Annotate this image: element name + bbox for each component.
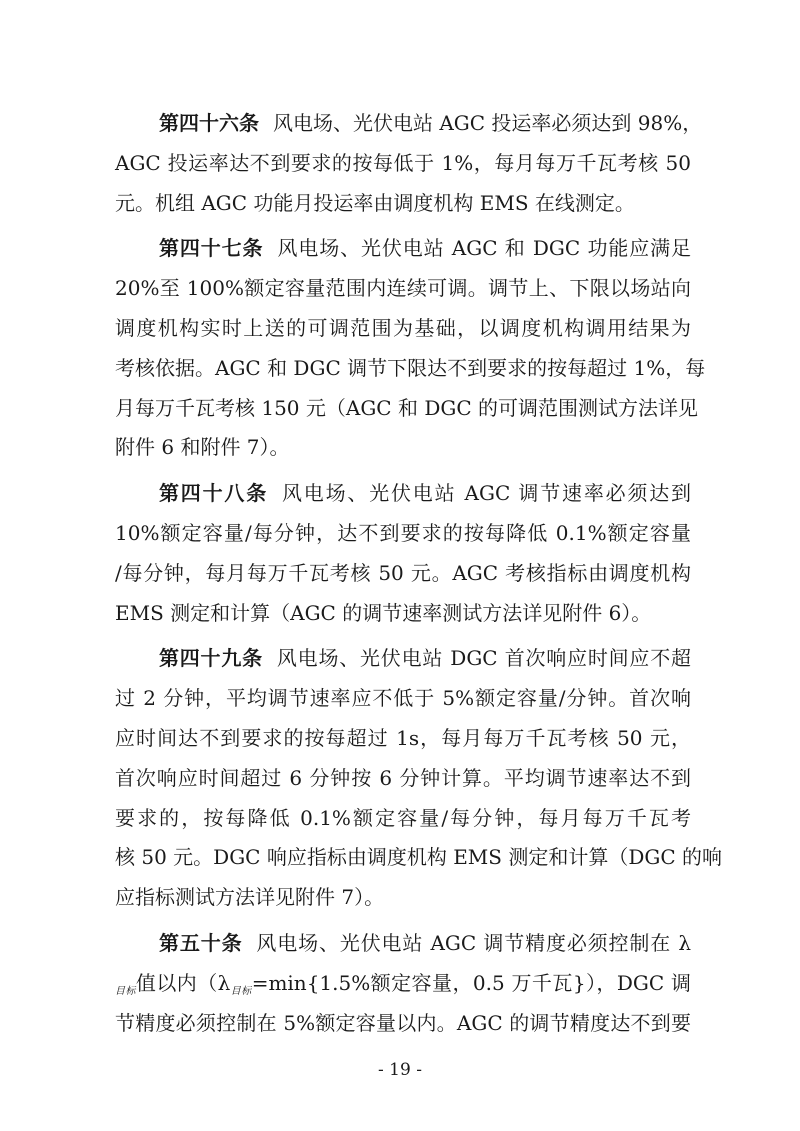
text-segment: 节精度必须控制在 5%额定容量以内。AGC 的调节精度达不到要 (115, 1010, 691, 1035)
text-line (115, 184, 691, 224)
text-line (115, 964, 691, 1004)
article-paragraph (115, 924, 691, 1043)
text-segment: 风电场、光伏电站 DGC 首次响应时间应不超 (276, 646, 691, 671)
text-segment: 月每万千瓦考核 150 元（AGC 和 DGC 的可调范围测试方法详见 (115, 395, 698, 420)
page-number: - 19 - (378, 1060, 422, 1080)
article-heading: 第四十八条 (159, 481, 268, 506)
text-segment: 附件 6 和附件 7）。 (115, 435, 290, 460)
text-line (115, 639, 691, 679)
article-heading: 第四十六条 (159, 111, 259, 135)
text-segment: 过 2 分钟，平均调节速率应不低于 5%额定容量/分钟。首次响 (115, 686, 691, 711)
text-line (115, 679, 691, 719)
text-line (115, 838, 723, 878)
text-segment: 风电场、光伏电站 AGC 投运率必须达到 98%， (273, 111, 703, 135)
article-heading: 第五十条 (159, 930, 243, 955)
document-body (115, 104, 723, 1049)
text-line (115, 878, 691, 918)
subscript-text: 目标 (115, 985, 136, 997)
text-line (115, 594, 691, 634)
text-line (115, 428, 691, 468)
text-segment: 调度机构实时上送的可调范围为基础，以调度机构调用结果为 (115, 315, 691, 340)
article-heading: 第四十七条 (159, 236, 264, 261)
article-paragraph (115, 639, 723, 918)
text-segment: 首次响应时间超过 6 分钟按 6 分钟计算。平均调节速率达不到 (115, 765, 691, 790)
text-line (115, 1004, 691, 1044)
subscript-text: 目标 (230, 985, 252, 997)
text-line (115, 474, 691, 514)
text-segment: 元。机组 AGC 功能月投运率由调度机构 EMS 在线测定。 (115, 190, 635, 215)
text-line (115, 309, 691, 349)
text-segment: 核 50 元。DGC 响应指标由调度机构 EMS 测定和计算（DGC 的响 (115, 845, 723, 870)
text-segment: 要求的，按每降低 0.1%额定容量/每分钟，每月每万千瓦考 (115, 805, 691, 830)
text-segment: 值以内（λ (135, 970, 231, 995)
text-segment: =min{1.5%额定容量，0.5 万千瓦}），DGC 调 (251, 970, 691, 995)
text-line (115, 349, 706, 389)
text-line (115, 799, 691, 839)
text-segment: 10%额定容量/每分钟，达不到要求的按每降低 0.1%额定容量 (115, 520, 691, 545)
text-line (115, 269, 691, 309)
text-segment: 20%至 100%额定容量范围内连续可调。调节上、下限以场站向 (115, 276, 691, 301)
text-line (115, 389, 698, 429)
article-paragraph (115, 474, 691, 633)
text-segment: 风电场、光伏电站 AGC 调节速率必须达到 (282, 481, 692, 506)
text-segment: 应指标测试方法详见附件 7）。 (115, 885, 385, 910)
article-paragraph (115, 104, 703, 223)
article-paragraph (115, 229, 706, 468)
article-heading: 第四十九条 (159, 646, 263, 671)
text-segment: /每分钟，每月每万千瓦考核 50 元。AGC 考核指标由调度机构 (115, 560, 691, 585)
text-line (115, 759, 691, 799)
text-segment: 风电场、光伏电站 AGC 调节精度必须控制在 λ (256, 930, 691, 955)
text-line (115, 144, 691, 184)
text-line (115, 719, 691, 759)
text-line (115, 229, 691, 269)
text-segment: EMS 测定和计算（AGC 的调节速率测试方法详见附件 6）。 (115, 600, 652, 625)
text-line (115, 924, 691, 964)
text-line (115, 514, 691, 554)
text-segment: 应时间达不到要求的按每超过 1s，每月每万千瓦考核 50 元， (115, 725, 691, 750)
text-line (115, 554, 691, 594)
text-segment: 风电场、光伏电站 AGC 和 DGC 功能应满足 (277, 236, 692, 261)
text-segment: AGC 投运率达不到要求的按每低于 1%，每月每万千瓦考核 50 (115, 150, 691, 175)
text-line (115, 104, 703, 144)
text-segment: 考核依据。AGC 和 DGC 调节下限达不到要求的按每超过 1%，每 (115, 355, 706, 380)
